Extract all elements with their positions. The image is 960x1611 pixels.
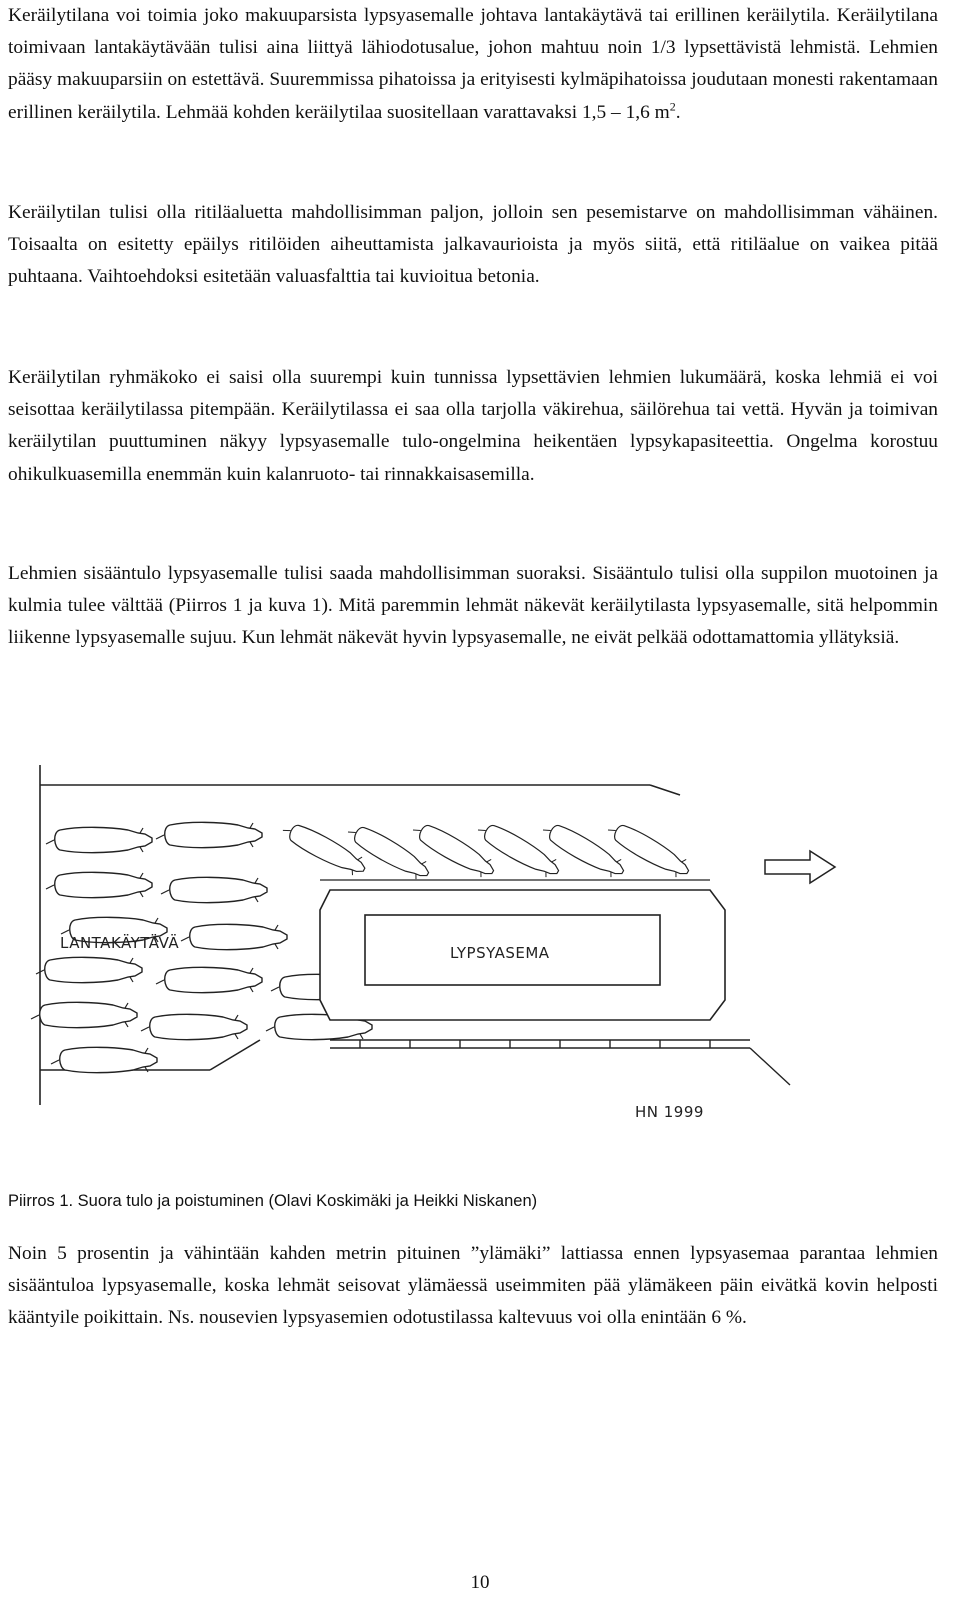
paragraph-holding-area [8, 0, 938, 129]
label-author: HN 1999 [635, 1103, 704, 1121]
paragraph-group-size: Keräilytilan ryhmäkoko ei saisi olla suurempi kuin tunnissa lypsettävien lehmien lukumäärä, koska lehmiä ei voi seisottaa keräilytilassa pitempään. Keräilytilassa ei saa olla tarjolla väkirehua, säilörehua tai vettä. Hyvän ja toimivan keräilytilan puuttuminen näkyy lypsyasemalle tulo-ongelmina heikentäen lypsykapasiteettia. Ongelma korostuu ohikulkuasemilla enemmän kuin kalanruoto- tai rinnakkaisasemilla. [8, 367, 938, 485]
cow-group-parlour-top [279, 818, 693, 884]
paragraph-slope: Noin 5 prosentin ja vähintään kahden metrin pituinen ”ylämäki” lattiassa ennen lypsyasemaa parantaa lehmien sisääntuloa lypsyasemalle, koska lehmät seisovat ylämäessä useimmiten pää ylämäkeen päin eivätkä kovin helposti kääntyile poikittain. Ns. nousevien lypsyasemien odotustilassa kaltevuus voi olla enintään 6 %. [8, 1243, 938, 1329]
superscript: 2 [669, 99, 676, 114]
stall-rail [330, 1040, 790, 1085]
label-lantakaytava: LANTAKÄYTÄVÄ [60, 934, 180, 952]
arrow-right-icon [765, 851, 835, 883]
page-number: 10 [470, 1572, 490, 1593]
paragraph-grating: Keräilytilan tulisi olla ritiläaluetta mahdollisimman paljon, jolloin sen pesemistarve on mahdollisimman vähäinen. Toisaalta on esitetty epäilys ritilöiden aiheuttamista jalkavaurioista ja myös siitä, että ritiläalue on vaikea pitää puhtaana. Vaihtoehdoksi esitetään valuasfalttia tai kuvioitua betonia. [8, 202, 938, 288]
paragraph-end: . [675, 101, 681, 123]
milking-station [320, 890, 725, 1020]
milking-parlour-drawing [30, 765, 935, 1135]
paragraph-text: Keräilytilana voi toimia joko makuuparsista lypsyasemalle johtava lantakäytävä tai erillinen keräilytila. Keräilytilana toimivaan lantakäytävään tulisi aina liittyä lähiodotusalue, johon mahtuu noin 1/3 lypsettävistä lehmistä. Lehmien pääsy makuuparsiin on estettävä. Suuremmissa pihatoissa ja erityisesti kylmäpihatoissa joudutaan monesti rakentamaan erillinen keräilytila. Lehmää kohden keräilytilaa suositellaan varattavaksi 1,5 – 1,6 m [8, 5, 938, 123]
figure-caption: Piirros 1. Suora tulo ja poistuminen (Olavi Koskimäki ja Heikki Niskanen) [8, 1192, 538, 1210]
label-lypsyasema: LYPSYASEMA [450, 944, 550, 962]
paragraph-entrance: Lehmien sisääntulo lypsyasemalle tulisi saada mahdollisimman suoraksi. Sisääntulo tulisi olla suppilon muotoinen ja kulmia tulee välttää (Piirros 1 ja kuva 1). Mitä paremmin lehmät näkevät keräilytilasta lypsyasemalle, sitä helpommin liikenne lypsyasemalle sujuu. Kun lehmät näkevät hyvin lypsyasemalle, ne eivät pelkää odottamattomia yllätyksiä. [8, 563, 938, 649]
